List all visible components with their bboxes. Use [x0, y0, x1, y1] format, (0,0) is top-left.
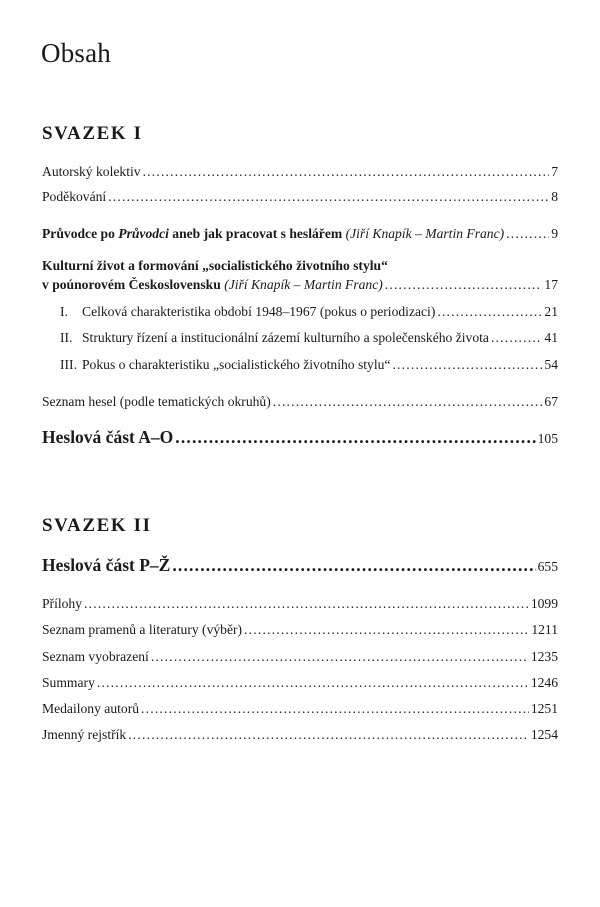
- toc-entry-autorsky-kolektiv: [42, 164, 558, 180]
- toc-entry-rejstrik: [42, 727, 558, 743]
- toc-subentry-3: [60, 357, 558, 373]
- dot-leader: [108, 189, 549, 205]
- entry-page: 1246: [530, 675, 558, 690]
- entry-title: Seznam vyobrazení: [42, 649, 149, 664]
- dot-leader: [244, 622, 529, 638]
- entry-title-italic: Průvodci: [118, 226, 169, 241]
- entry-page: 21: [544, 304, 558, 319]
- toc-entry-seznam-hesel: [42, 394, 558, 410]
- roman-numeral: I.: [60, 304, 68, 319]
- entry-title: Heslová část P–Ž: [42, 555, 171, 575]
- entry-page: 9: [551, 226, 558, 241]
- entry-page: 8: [551, 189, 558, 204]
- dot-leader: [128, 727, 529, 743]
- entry-authors: (Jiří Knapík – Martin Franc): [224, 277, 383, 292]
- entry-page: 54: [544, 357, 558, 372]
- entry-title: Poděkování: [42, 189, 107, 204]
- entry-title: Seznam hesel (podle tematických okruhů): [42, 394, 271, 409]
- entry-page: 67: [544, 394, 558, 409]
- entry-title-part: v poúnorovém Československu: [42, 277, 221, 292]
- toc-entry-kulturni: [42, 277, 558, 293]
- entry-page: 655: [537, 559, 558, 574]
- entry-title-text: Struktury řízení a institucionální zázemí kulturního a společenského života: [82, 330, 489, 345]
- entry-title: Summary: [42, 675, 95, 690]
- entry-title: Seznam pramenů a literatury (výběr): [42, 622, 243, 637]
- entry-title-text: Celková charakteristika období 1948–1967 (pokus o periodizaci): [82, 304, 436, 319]
- toc-entry-prameny: [42, 622, 558, 638]
- dot-leader: [143, 164, 550, 180]
- dot-leader: [172, 555, 535, 575]
- entry-title-part: Průvodce po: [42, 226, 119, 241]
- entry-title-text: Pokus o charakteristiku „socialistického životního stylu“: [82, 357, 391, 372]
- toc-entry-podekovani: [42, 189, 558, 205]
- entry-title: Jmenný rejstřík: [42, 727, 127, 742]
- entry-page: 1099: [530, 596, 558, 611]
- toc-entry-heslova-ao: [42, 427, 558, 449]
- toc-entry-prilohy: [42, 596, 558, 612]
- dot-leader: [175, 427, 535, 447]
- entry-title: Medailony autorů: [42, 701, 140, 716]
- entry-title: Přílohy: [42, 596, 83, 611]
- entry-page: 41: [544, 330, 558, 345]
- entry-title: Heslová část A–O: [42, 427, 174, 447]
- toc-entry-summary: [42, 675, 558, 691]
- entry-title: Autorský kolektiv: [42, 164, 141, 179]
- dot-leader: [141, 701, 529, 717]
- dot-leader: [97, 675, 529, 691]
- roman-numeral: III.: [60, 357, 77, 372]
- entry-title: [42, 277, 383, 293]
- entry-page: 1254: [530, 727, 558, 742]
- toc-entry-heslova-pz: [42, 555, 558, 577]
- dot-leader: [385, 277, 543, 293]
- entry-title: [42, 226, 504, 242]
- dot-leader: [392, 357, 542, 373]
- dot-leader: [273, 394, 543, 410]
- roman-numeral: II.: [60, 330, 73, 345]
- entry-title: [60, 357, 390, 373]
- entry-title-part: aneb jak pracovat s heslářem: [168, 226, 346, 241]
- entry-page: 17: [544, 277, 558, 292]
- toc-entry-vyobrazeni: [42, 649, 558, 665]
- entry-page: 1211: [531, 622, 558, 637]
- dot-leader: [151, 649, 529, 665]
- entry-authors: (Jiří Knapík – Martin Franc): [345, 226, 505, 241]
- entry-page: 7: [551, 164, 558, 179]
- page-title: Obsah: [41, 38, 111, 68]
- entry-title: [60, 304, 435, 320]
- dot-leader: [491, 330, 542, 346]
- entry-page: 1235: [530, 649, 558, 664]
- volume-1-heading: SVAZEK I: [42, 123, 143, 144]
- toc-entry-medailony: [42, 701, 558, 717]
- entry-page: 105: [537, 431, 558, 446]
- dot-leader: [437, 304, 542, 320]
- toc-entry-pruvodce: [42, 226, 558, 242]
- toc-subentry-1: [60, 304, 558, 320]
- entry-page: 1251: [530, 701, 558, 716]
- dot-leader: [84, 596, 529, 612]
- toc-subentry-2: [60, 330, 558, 346]
- volume-2-heading: SVAZEK II: [42, 515, 152, 536]
- dot-leader: [506, 226, 549, 242]
- entry-title: [60, 330, 489, 346]
- toc-entry-kulturni-line1: Kulturní život a formování „socialistického životního stylu“: [42, 258, 388, 273]
